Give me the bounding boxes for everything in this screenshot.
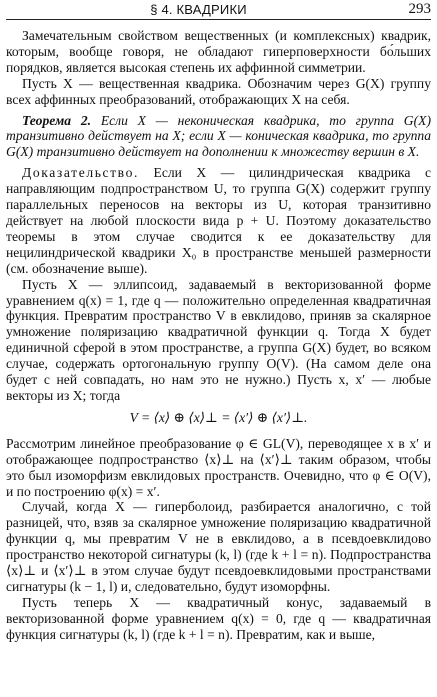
running-header bbox=[6, 0, 431, 20]
paragraph-hyperboloid: Случай, когда X — гиперболоид, разбирается аналогично, с той разницей, что, взяв за скалярное умножение поляризацию квадратичной функции q, мы превратим V не в евклидово, а в псевдоевклидово пространство некоторой сигнатуры (k, l) (где k + l = n). Подпространства ⟨x⟩⊥ и ⟨x′⟩⊥ в этом случае будут псевдоевклидовыми пространствами сигнатуры (k − 1, l) и, следовательно, будут изоморфны. bbox=[6, 499, 431, 594]
paragraph-ellipsoid: Пусть X — эллипсоид, задаваемый в векторизованной форме уравнением q(x) = 1, где q — положительно определенная квадратичная функция. Превратим пространство V в евклидово, приняв за скалярное умножение поляризацию квадратичной функции q. Тогда X будет единичной сферой в этом пространстве, а группа G(X) будет, во всяком случае, содержать ортогональную группу O(V). (На самом деле она будет с ней совпадать, но нам это не нужно.) Пусть x, x′ — любые векторы из X; тогда bbox=[6, 276, 431, 403]
page-number: 293 bbox=[408, 1, 431, 17]
theorem-2 bbox=[6, 113, 431, 161]
section-title: § 4. КВАДРИКИ bbox=[150, 2, 247, 17]
proof-label: Доказательство. bbox=[22, 165, 140, 181]
paragraph-cone: Пусть теперь X — квадратичный конус, задаваемый в векторизованной форме уравнением q(x) = 0, где q — квадратичная функция сигнатуры (k, l) (где k + l = n). Превратим, как и выше, bbox=[6, 594, 431, 642]
theorem-statement: Если X — неконическая квадрика, то группа G(X) транзитивно действует на X; если X — коническая квадрика, то группа G(X) транзитивно действует на дополнении к множеству вершин в X. bbox=[6, 112, 431, 160]
paragraph-linear-map: Рассмотрим линейное преобразование φ ∈ GL(V), переводящее x в x′ и отображающее подпространство ⟨x⟩⊥ на ⟨x′⟩⊥ таким образом, чтобы это был изоморфизм евклидовых пространств. Очевидно, что φ ∈ O(V), и по построению φ(x) = x′. bbox=[6, 435, 431, 499]
proof-paragraph bbox=[6, 165, 431, 276]
theorem-title: Теорема 2. bbox=[22, 112, 92, 128]
paragraph-group-definition: Пусть X — вещественная квадрика. Обозначим через G(X) группу всех аффинных преобразований, отображающих X на себя. bbox=[6, 75, 431, 107]
proof-text: Если X — цилиндрическая квадрика с направляющим подпространством U, то группа G(X) содержит группу параллельных переносов на векторы из U, которая транзитивно действует на любой плоскости вида p + U. Поэтому доказательство теоремы в этом случае сводится к ее доказательству для нецилиндрической квадрики X₀ в пространстве меньшей размерности (см. обозначение выше). bbox=[6, 165, 431, 276]
paragraph-symmetry: Замечательным свойством вещественных (и комплексных) квадрик, которым, вообще говоря, не обладают гиперповерхности бо́льших порядков, является высокая степень их аффинной симметрии. bbox=[6, 28, 431, 75]
display-formula: V = ⟨x⟩ ⊕ ⟨x⟩⊥ = ⟨x′⟩ ⊕ ⟨x′⟩⊥. bbox=[129, 409, 308, 425]
